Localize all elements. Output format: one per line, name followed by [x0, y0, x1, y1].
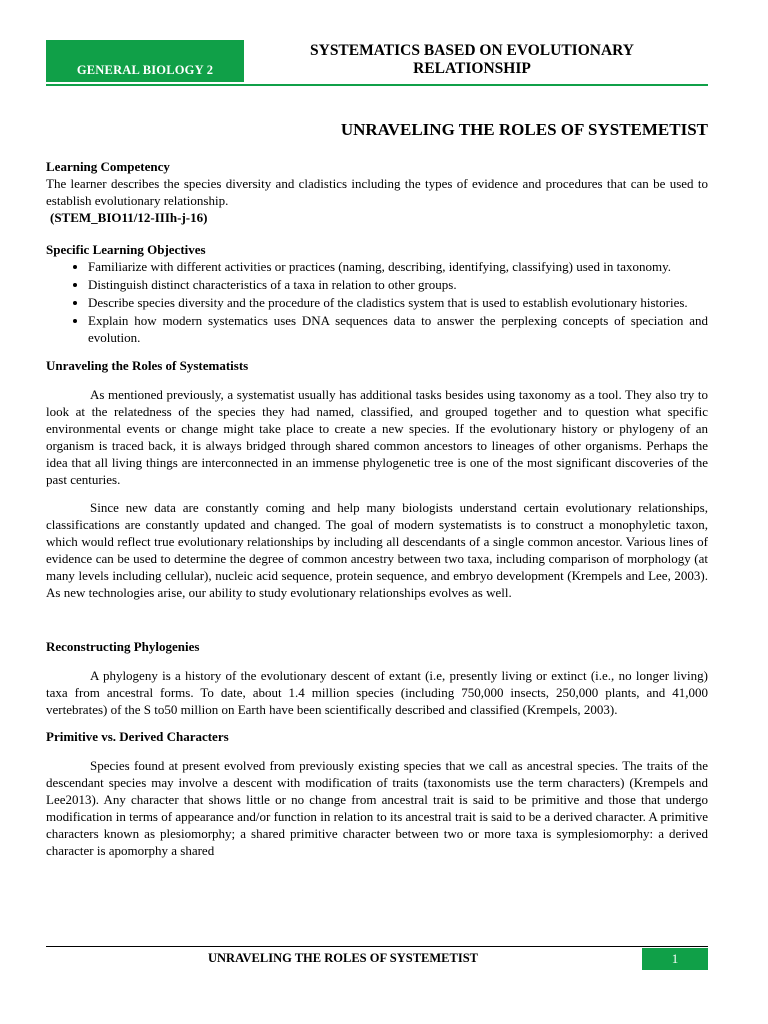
header-title-line1: SYSTEMATICS BASED ON EVOLUTIONARY	[310, 42, 634, 59]
page-title: UNRAVELING THE ROLES OF SYSTEMETIST	[340, 120, 708, 139]
footer-divider	[46, 946, 708, 947]
objective-item: • Familiarize with different activities or practices (naming, describing, identifying, classifying) used in taxonomy.	[88, 258, 708, 275]
course-label: GENERAL BIOLOGY 2	[76, 63, 214, 77]
footer-title: UNRAVELING THE ROLES OF SYSTEMETIST	[208, 951, 478, 965]
objective-item: • Describe species diversity and the procedure of the cladistics system that is used to establish evolutionary histories.	[88, 294, 708, 311]
competency-text: The learner describes the species diversity and cladistics including the types of evidence and procedures that can be used to establish evolutionary relationship.	[46, 176, 708, 208]
header-title-line2: RELATIONSHIP	[413, 60, 531, 77]
objective-item: • Explain how modern systematics uses DNA sequences data to answer the perplexing concepts of speciation and evolution.	[88, 312, 708, 346]
main-content	[46, 158, 708, 859]
section-paragraph: Species found at present evolved from previously existing species that we call as ancestral species. The traits of the descendant species may involve a descent with modification of traits (taxonomists use the term characters) (Krempels and Lee2013). Any character that shows little or no change from ancestral trait is said to be primitive and those that undergo modification in terms of appearance and/or function in relation to its ancestral trait is said to be a derived character. A primitive characters known as plesiomorphy; a shared primitive character between two or more taxa is symplesiomorphy: a derived character is apomorphy a shared	[46, 758, 708, 858]
header-title	[262, 42, 682, 78]
section-paragraph: As mentioned previously, a systematist usually has additional tasks besides using taxonomy as a tool. They also try to look at the relatedness of the species they had named, classified, and grouped together and to question what specific environmental events or change might take place to create a new species. If the evolutionary history or phylogeny of an organism is traced back, it is always bridged through shared common ancestors to lineages of other organisms. Perhaps the idea that all living things are interconnected in an immense phylogenetic tree is one of the most significant discoveries of the past centuries.	[46, 387, 708, 487]
competency-code: (STEM_BIO11/12-IIIh-j-16)	[50, 210, 208, 225]
section-heading-characters: Primitive vs. Derived Characters	[46, 729, 229, 744]
objectives-list	[46, 258, 708, 346]
competency-heading: Learning Competency	[46, 159, 170, 174]
section-paragraph: Since new data are constantly coming and help many biologists understand certain evolutionary relationships, classifications are constantly updated and changed. The goal of modern systematists is to construct a monophyletic taxon, which would reflect true evolutionary relationships by including all descendants of a single common ancestor. Various lines of evidence can be used to determine the degree of common ancestry between two taxa, including comparison of morphology (at many levels including cellular), nucleic acid sequence, protein sequence, and embryo development (Krempels and Lee, 2003). As new technologies arise, our ability to study evolutionary relationships evolves as well.	[46, 500, 708, 600]
section-heading-systematists: Unraveling the Roles of Systematists	[46, 358, 249, 373]
course-label-tab	[46, 40, 244, 82]
header-divider	[46, 84, 708, 86]
objective-item: • Distinguish distinct characteristics of a taxa in relation to other groups.	[88, 276, 708, 293]
page-number: 1	[671, 951, 679, 966]
objectives-heading: Specific Learning Objectives	[46, 242, 206, 257]
section-heading-phylogenies: Reconstructing Phylogenies	[46, 639, 200, 654]
page-number-box	[642, 948, 708, 970]
section-paragraph: A phylogeny is a history of the evolutionary descent of extant (i.e, presently living or extinct (i.e., no longer living) taxa from ancestral forms. To date, about 1.4 million species (including 750,000 insects, 250,000 plants, and 41,000 vertebrates) of the S to50 million on Earth have been scientifically described and classified (Krempels, 2003).	[46, 668, 708, 717]
